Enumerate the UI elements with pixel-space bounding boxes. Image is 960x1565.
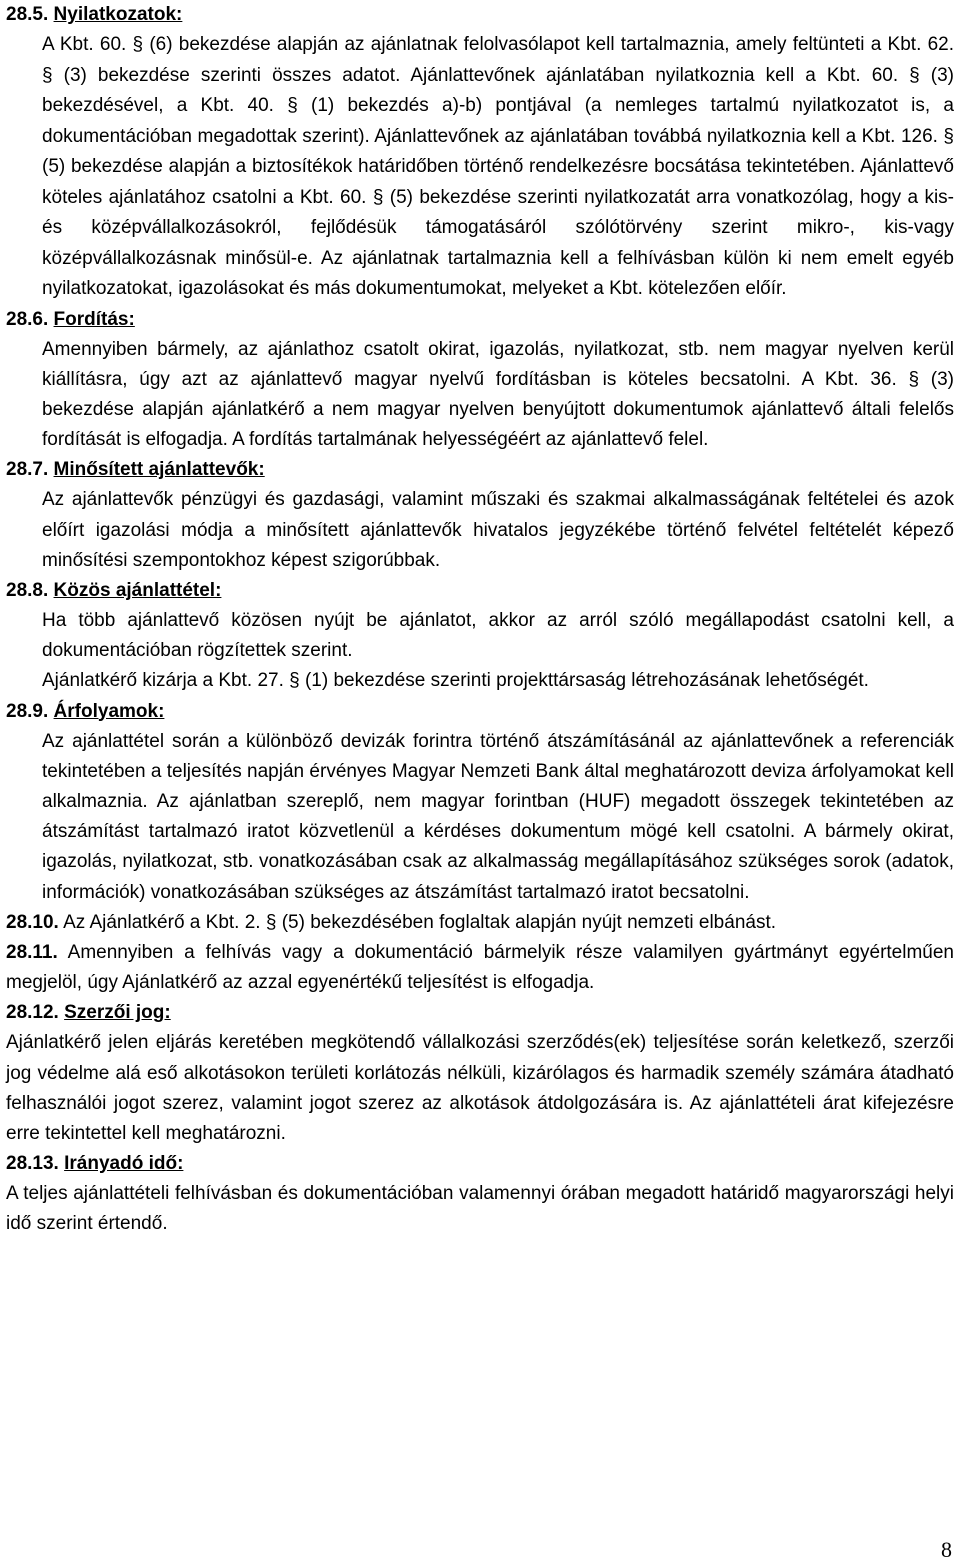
section-heading (6, 455, 954, 485)
section-paragraph: Az ajánlattevők pénzügyi és gazdasági, valamint műszaki és szakmai alkalmasságának feltételei és azok előírt igazolási módja a minősített ajánlattevők hivatalos jegyzékébe történő felvétel feltételét képező minősítési szempontokhoz képest szigorúbbak. (42, 489, 954, 571)
section-number: 28.13. (6, 1153, 59, 1175)
section-text: Amennyiben a felhívás vagy a dokumentáció bármelyik része valamilyen gyártmányt egyértelműen megjelöl, úgy Ajánlatkérő az azzal egyenértékű teljesítést is elfogadja. (6, 941, 954, 994)
section-28-7 (6, 455, 954, 576)
section-title: Fordítás: (53, 308, 135, 330)
page-number: 8 (941, 1537, 952, 1562)
section-28-5 (6, 0, 954, 305)
section-number: 28.7. (6, 459, 49, 481)
document-page (6, 0, 954, 1240)
section-title: Szerzői jog: (64, 1002, 171, 1024)
section-28-10 (6, 908, 954, 938)
section-title: Árfolyamok: (53, 700, 165, 722)
section-heading (6, 0, 954, 30)
section-28-6 (6, 305, 954, 456)
section-text: Az Ajánlatkérő a Kbt. 2. § (5) bekezdésében foglaltak alapján nyújt nemzeti elbánást. (63, 911, 777, 933)
section-heading (6, 1149, 954, 1179)
section-number: 28.8. (6, 579, 49, 601)
section-paragraph: Ajánlatkérő kizárja a Kbt. 27. § (1) bekezdése szerinti projekttársaság létrehozásának lehetőségét. (42, 670, 869, 692)
section-28-9 (6, 697, 954, 908)
section-heading (6, 998, 954, 1028)
section-title: Nyilatkozatok: (53, 4, 183, 25)
section-title: Közös ajánlattétel: (53, 579, 222, 601)
section-heading (6, 305, 954, 335)
section-28-11 (6, 938, 954, 998)
section-28-12 (6, 998, 954, 1149)
section-paragraph: Az ajánlattétel során a különböző devizák forintra történő átszámításánál az ajánlattevőnek a referenciák tekintetében a teljesítés napján érvényes Magyar Nemzeti Bank által meghatározott deviza árfolyamokat kell alkalmaznia. Az ajánlatban szereplő, nem magyar forintban (HUF) megadott összegek tekintetében az átszámítást tartalmazó iratot közvetlenül a kérdéses dokumentum mögé kell csatolni. A bármely okirat, igazolás, nyilatkozat, stb. vonatkozásában csak az alkalmasság megállapításához szükséges sorok (adatok, információk) vonatkozásában szükséges az átszámítást tartalmazó iratot becsatolni. (42, 730, 954, 903)
section-paragraph: A Kbt. 60. § (6) bekezdése alapján az ajánlatnak felolvasólapot kell tartalmaznia, amely feltünteti a Kbt. 62. § (3) bekezdése szerinti összes adatot. Ajánlattevőnek ajánlatában nyilatkoznia kell a Kbt. 60. § (3) bekezdésével, a Kbt. 40. § (1) bekezdés a)-b) pontjával (a nemleges tartalmú nyilatkozatot is, a dokumentációban megadottak szerint). Ajánlattevőnek az ajánlatában továbbá nyilatkoznia kell a Kbt. 126. § (5) bekezdése alapján a biztosítékok határidőben történő rendelkezésre bocsátása tekintetében. Ajánlattevő köteles ajánlatához csatolni a Kbt. 60. § (5) bekezdése szerinti nyilatkozatát arra vonatkozólag, hogy a kis- és középvállalkozásokról, fejlődésük támogatásáról szólótörvény szerint mikro-, kis-vagy középvállalkozásnak minősül-e. Az ajánlatnak tartalmaznia kell a felhívásban külön ki nem emelt egyéb nyilatkozatokat, igazolásokat és más dokumentumokat, melyeket a Kbt. kötelezően előír. (42, 34, 954, 299)
section-paragraph: Ajánlatkérő jelen eljárás keretében megkötendő vállalkozási szerződés(ek) teljesítése során keletkező, szerzői jog védelme alá eső alkotásokon területi korlátozás nélküli, kizárólagos és harmadik személy számára átadható felhasználói jogot szerez, valamint jogot szerez az alkotások átdolgozására is. Az ajánlattételi árat kifejezésre erre tekintettel kell meghatározni. (6, 1032, 954, 1144)
section-heading (6, 576, 954, 606)
section-title: Irányadó idő: (64, 1153, 184, 1175)
section-number: 28.11. (6, 941, 58, 963)
section-paragraph: Amennyiben bármely, az ajánlathoz csatolt okirat, igazolás, nyilatkozat, stb. nem magyar nyelven kerül kiállításra, úgy azt az ajánlattevő magyar nyelvű fordításban is köteles becsatolni. A Kbt. 36. § (3) bekezdése alapján ajánlatkérő a nem magyar nyelven benyújtott dokumentumok ajánlattevő általi felelős fordítását is elfogadja. A fordítás tartalmának helyességéért az ajánlattevő felel. (42, 338, 954, 451)
section-paragraph: Ha több ajánlattevő közösen nyújt be ajánlatot, akkor az arról szóló megállapodást csatolni kell, a dokumentációban rögzítettek szerint. (42, 609, 954, 662)
section-number: 28.12. (6, 1002, 59, 1024)
section-number: 28.5. (6, 4, 49, 25)
section-number: 28.10. (6, 911, 59, 933)
section-number: 28.9. (6, 700, 49, 722)
section-number: 28.6. (6, 308, 49, 330)
section-title: Minősített ajánlattevők: (53, 459, 265, 481)
section-paragraph: A teljes ajánlattételi felhívásban és dokumentációban valamennyi órában megadott határidő magyarországi helyi idő szerint értendő. (6, 1183, 954, 1235)
section-28-8 (6, 576, 954, 697)
section-heading (6, 697, 954, 727)
section-28-13 (6, 1149, 954, 1239)
